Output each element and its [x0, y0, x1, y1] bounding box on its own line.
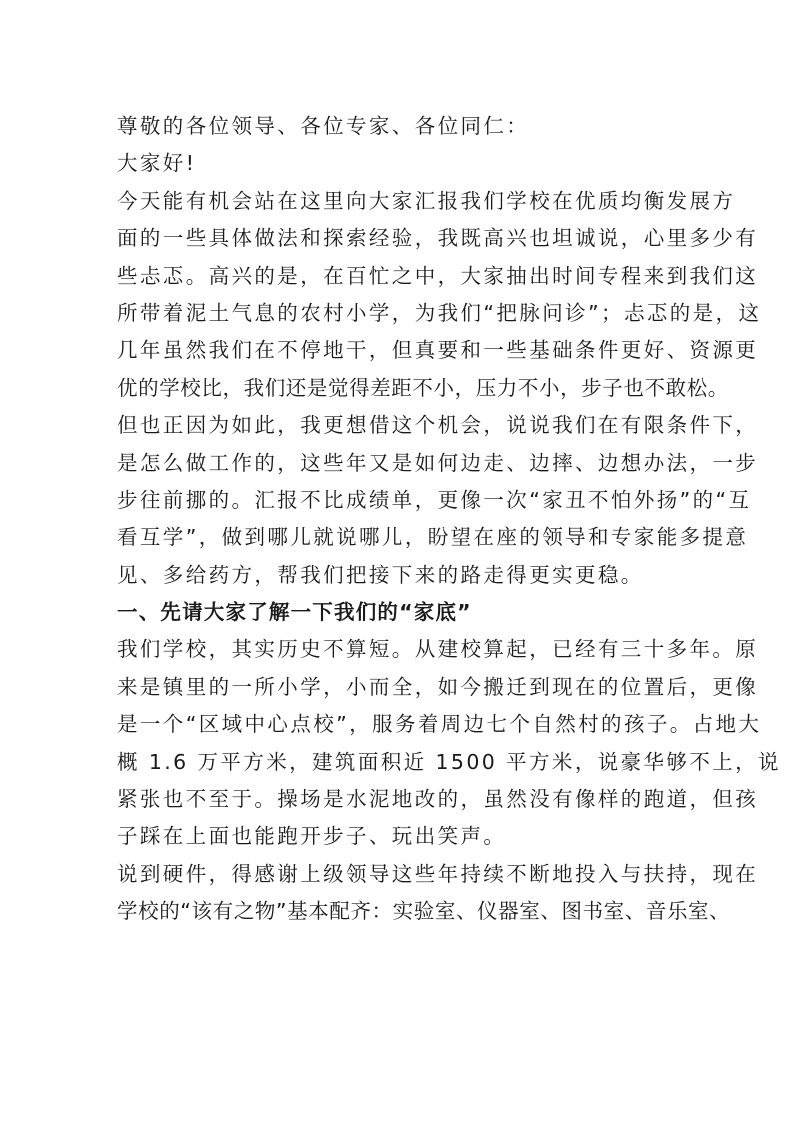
text-line: 优的学校比，我们还是觉得差距不小，压力不小，步子也不敢松。	[117, 375, 729, 400]
text-line: 几年虽然我们在不停地干，但真要和一些基础条件更好、资源更	[117, 338, 759, 363]
intro-paragraph	[117, 183, 762, 594]
text-line: 是一个“区域中心点校”，服务着周边七个自然村的孩子。占地大	[117, 712, 762, 737]
text-line: 是怎么做工作的，这些年又是如何边走、边摔、边想办法，一步	[117, 450, 759, 475]
section-1-paragraph-1	[117, 631, 781, 855]
text-line: 紧张也不至于。操场是水泥地改的，虽然没有像样的跑道，但孩	[117, 787, 759, 812]
text-line: 我们学校，其实历史不算短。从建校算起，已经有三十多年。原	[117, 637, 759, 662]
text-line: 来是镇里的一所小学，小而全，如今搬迁到现在的位置后，更像	[117, 674, 759, 699]
text-line: 子踩在上面也能跑开步子、玩出笑声。	[117, 824, 507, 849]
text-line: 见、多给药方，帮我们把接下来的路走得更实更稳。	[117, 562, 644, 587]
text-line: 学校的“该有之物”基本配齐：实验室、仪器室、图书室、音乐室、	[117, 899, 731, 924]
greeting: 大家好!	[117, 151, 197, 176]
section-1-paragraph-2	[117, 856, 759, 931]
text-line: 所带着泥土气息的农村小学，为我们“把脉问诊”；忐忑的是，这	[117, 300, 762, 325]
text-line: 步往前挪的。汇报不比成绩单，更像一次“家丑不怕外扬”的“互	[117, 487, 752, 512]
text-line: 但也正因为如此，我更想借这个机会，说说我们在有限条件下，	[117, 413, 759, 438]
section-heading: 一、先请大家了解一下我们的“家底”	[117, 600, 472, 625]
salutation: 尊敬的各位领导、各位专家、各位同仁：	[117, 114, 530, 138]
document-body	[117, 108, 781, 931]
text-line: 些忐忑。高兴的是，在百忙之中，大家抽出时间专程来到我们这	[117, 263, 759, 288]
text-line: 面的一些具体做法和探索经验，我既高兴也坦诚说，心里多少有	[117, 226, 759, 251]
text-line: 今天能有机会站在这里向大家汇报我们学校在优质均衡发展方	[117, 188, 736, 213]
text-line: 看互学”，做到哪儿就说哪儿，盼望在座的领导和专家能多提意	[117, 525, 749, 550]
text-line: 说到硬件，得感谢上级领导这些年持续不断地投入与扶持，现在	[117, 861, 759, 886]
text-line: 概 1.6 万平方米，建筑面积近 1500 平方米，说豪华够不上，说	[117, 749, 781, 774]
